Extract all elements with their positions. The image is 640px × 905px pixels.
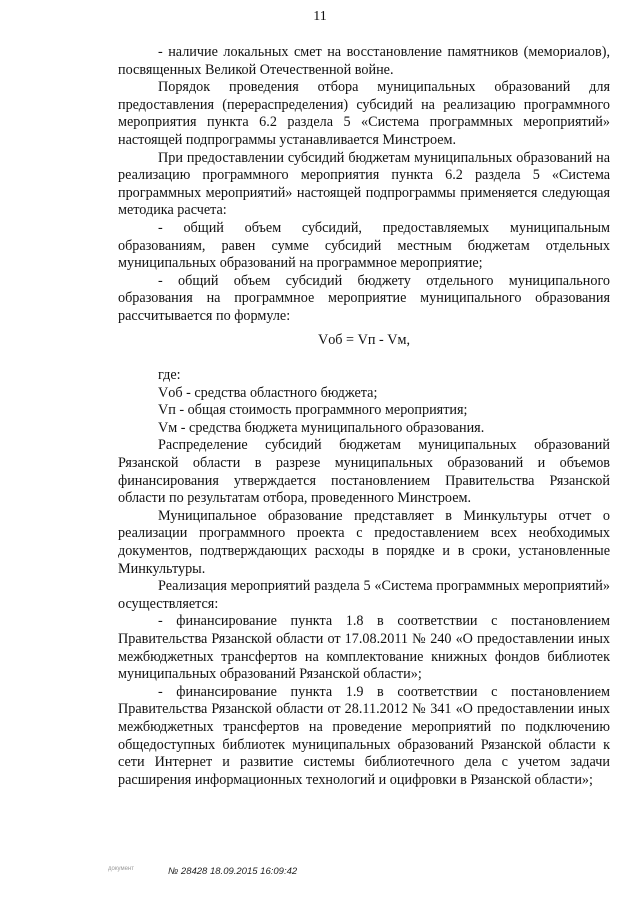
paragraph: - финансирование пункта 1.8 в соответствии с постановлением Правительства Рязанской области от 17.08.2011 № 240 «О предоставлении иных межбюджетных трансфертов на комплектование книжных фондов библиотек муниципальных образований Рязанской области»; — [118, 613, 610, 683]
paragraph: Vп - общая стоимость программного мероприятия; — [158, 402, 468, 419]
paragraph: - финансирование пункта 1.9 в соответствии с постановлением Правительства Рязанской области от 28.11.2012 № 341 «О предоставлении иных межбюджетных трансфертов на проведение мероприятий по подключению общедоступных библиотек муниципальных образований Рязанской области к сети Интернет и развитие системы библиотечного дела с учетом задачи расширения информационных технологий и оцифровки в Рязанской области»; — [118, 683, 610, 788]
paragraph: - общий объем субсидий, предоставляемых муниципальным образованиям, равен сумме субсидий местным бюджетам отдельных муниципальных образований на программное мероприятие; — [118, 219, 610, 272]
formula: Vоб = Vп - Vм, — [317, 331, 411, 348]
paragraph: Vм - средства бюджета муниципального образования. — [158, 419, 485, 436]
paragraph: - общий объем субсидий бюджету отдельного муниципального образования на программное мероприятие муниципального образования рассчитывается по формуле: — [118, 272, 610, 324]
paragraph: Порядок проведения отбора муниципальных образований для предоставления (перераспределения) субсидий на реализацию программного мероприятия пункта 6.2 раздела 5 «Система программных мероприятий» настоящей подпрограммы устанавливается Минстроем. — [118, 79, 610, 148]
paragraph: Vоб - средства областного бюджета; — [158, 384, 378, 401]
page-number: 11 — [313, 9, 327, 24]
document-footer — [108, 866, 408, 882]
document-body — [118, 44, 610, 789]
paragraph: - наличие локальных смет на восстановление памятников (мемориалов), посвященных Великой Отечественной войне. — [118, 44, 610, 78]
registration-number: № 28428 18.09.2015 16:09:42 — [168, 866, 298, 877]
registration-stamp: документ — [108, 866, 134, 872]
paragraph: Реализация мероприятий раздела 5 «Система программных мероприятий» осуществляется: — [118, 578, 610, 612]
paragraph: Муниципальное образование представляет в Минкультуры отчет о реализации программного проекта с предоставлением всех необходимых документов, подтверждающих расходы в порядке и в сроки, установленные Минкультуры. — [118, 507, 610, 577]
paragraph: При предоставлении субсидий бюджетам муниципальных образований на реализацию программного мероприятия пункта 6.2 раздела 5 «Система программных мероприятий» настоящей подпрограммы применяется следующая методика расчета: — [118, 149, 610, 219]
paragraph: Распределение субсидий бюджетам муниципальных образований Рязанской области в разрезе муниципальных образований и объемов финансирования утверждается постановлением Правительства Рязанской области по результатам отбора, проведенного Минстроем. — [118, 437, 610, 507]
paragraph: где: — [158, 367, 181, 384]
